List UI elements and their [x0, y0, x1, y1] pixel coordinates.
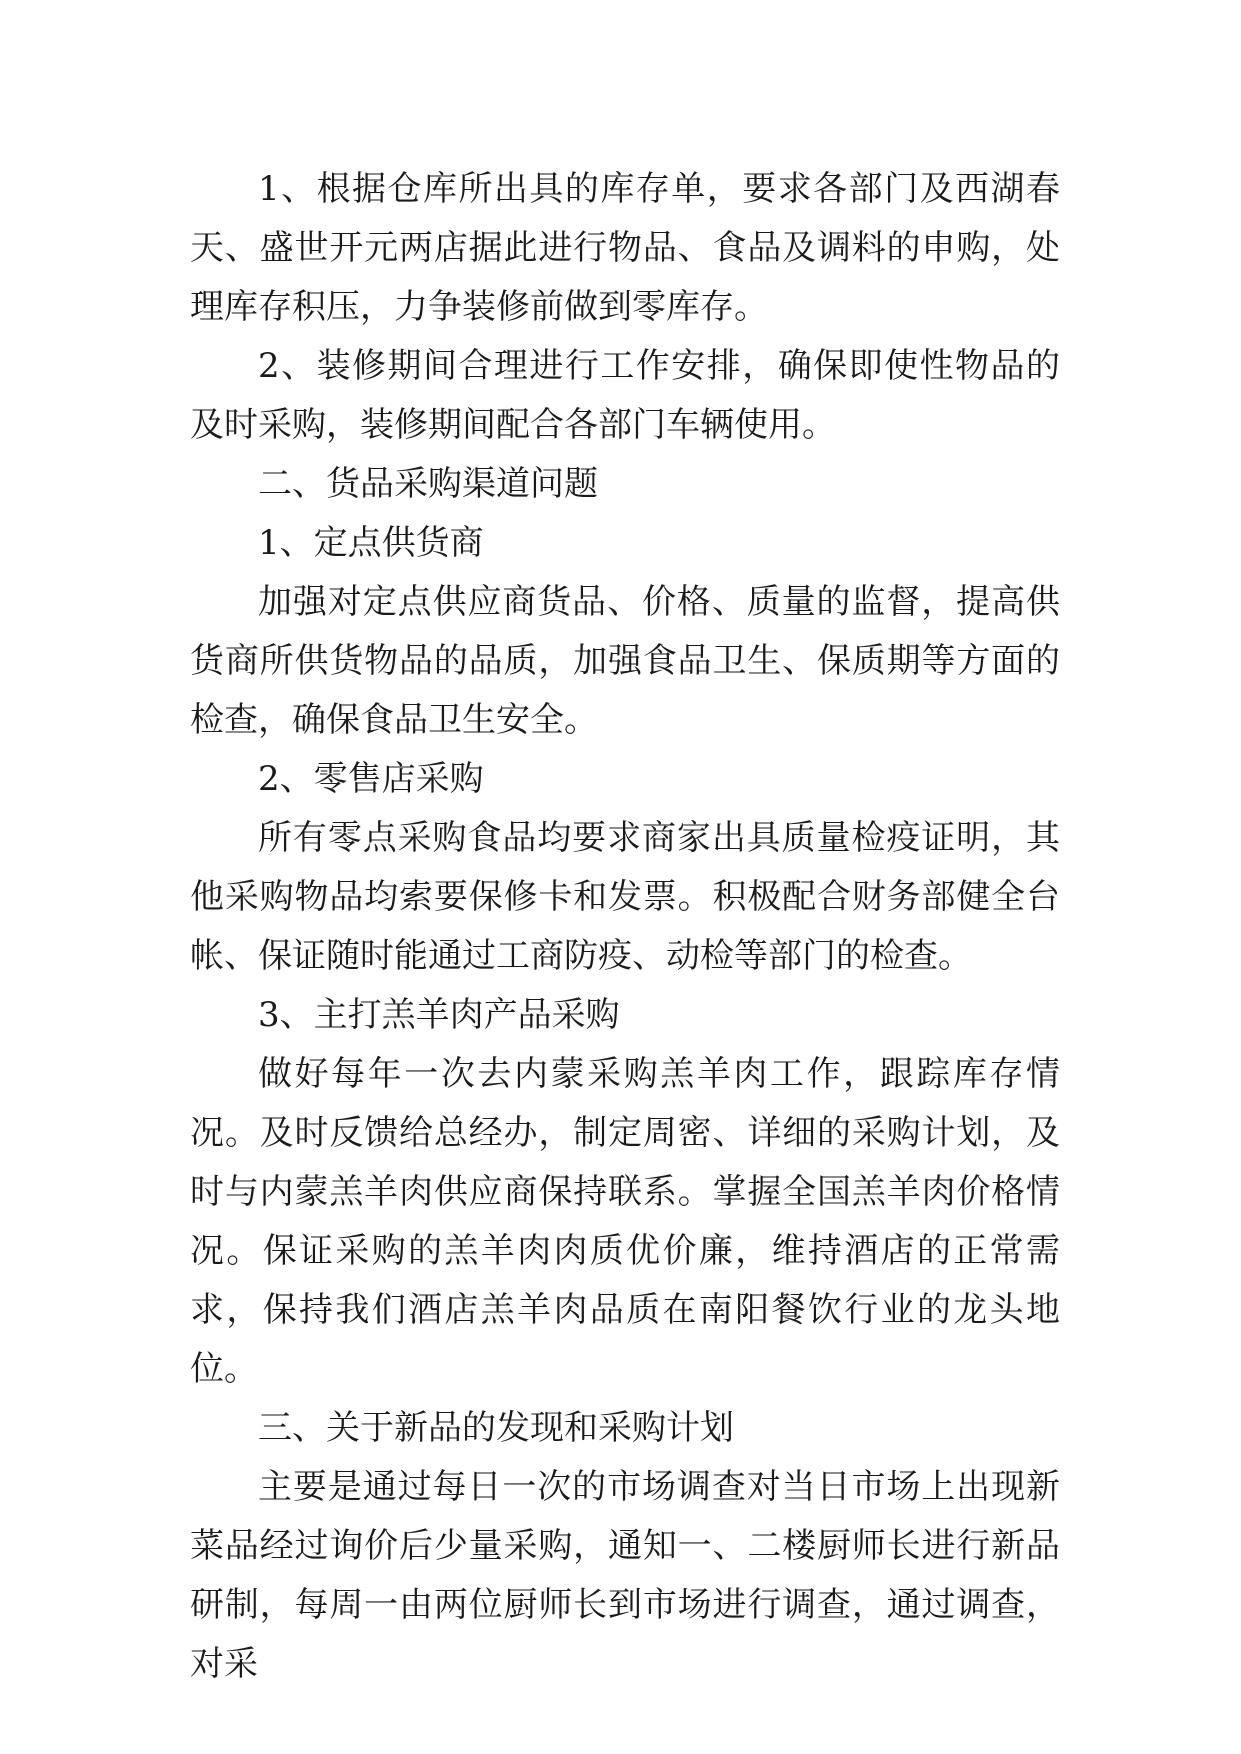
paragraph-supplier-supervision: 加强对定点供应商货品、价格、质量的监督，提高供货商所供货物品的品质，加强食品卫生、保质期等方面的检查，确保食品卫生安全。: [190, 582, 1060, 740]
subheading-lamb-procurement: 3、主打羔羊肉产品采购: [258, 995, 620, 1035]
section-heading-new-products: 三、关于新品的发现和采购计划: [258, 1408, 734, 1448]
document-body: [190, 160, 1060, 1694]
paragraph-inventory-clearance: 1、根据仓库所出具的库存单，要求各部门及西湖春天、盛世开元两店据此进行物品、食品及调料的申购，处理库存积压，力争装修前做到零库存。: [190, 169, 1060, 327]
subheading-retail-purchasing: 2、零售店采购: [258, 759, 484, 799]
paragraph-renovation-arrangement: 2、装修期间合理进行工作安排，确保即使性物品的及时采购，装修期间配合各部门车辆使用。: [190, 346, 1060, 445]
section-heading-procurement-channels: 二、货品采购渠道问题: [258, 464, 598, 504]
paragraph-lamb-procurement: 做好每年一次去内蒙采购羔羊肉工作，跟踪库存情况。及时反馈给总经办，制定周密、详细的采购计划，及时与内蒙羔羊肉供应商保持联系。掌握全国羔羊肉价格情况。保证采购的羔羊肉肉质优价廉，维持酒店的正常需求，保持我们酒店羔羊肉品质在南阳餐饮行业的龙头地位。: [190, 1054, 1060, 1389]
subheading-designated-suppliers: 1、定点供货商: [258, 523, 484, 563]
paragraph-market-survey: 主要是通过每日一次的市场调查对当日市场上出现新菜品经过询价后少量采购，通知一、二楼厨师长进行新品研制，每周一由两位厨师长到市场进行调查，通过调查，对采: [190, 1467, 1060, 1684]
paragraph-retail-requirements: 所有零点采购食品均要求商家出具质量检疫证明，其他采购物品均索要保修卡和发票。积极配合财务部健全台帐、保证随时能通过工商防疫、动检等部门的检查。: [190, 818, 1060, 976]
